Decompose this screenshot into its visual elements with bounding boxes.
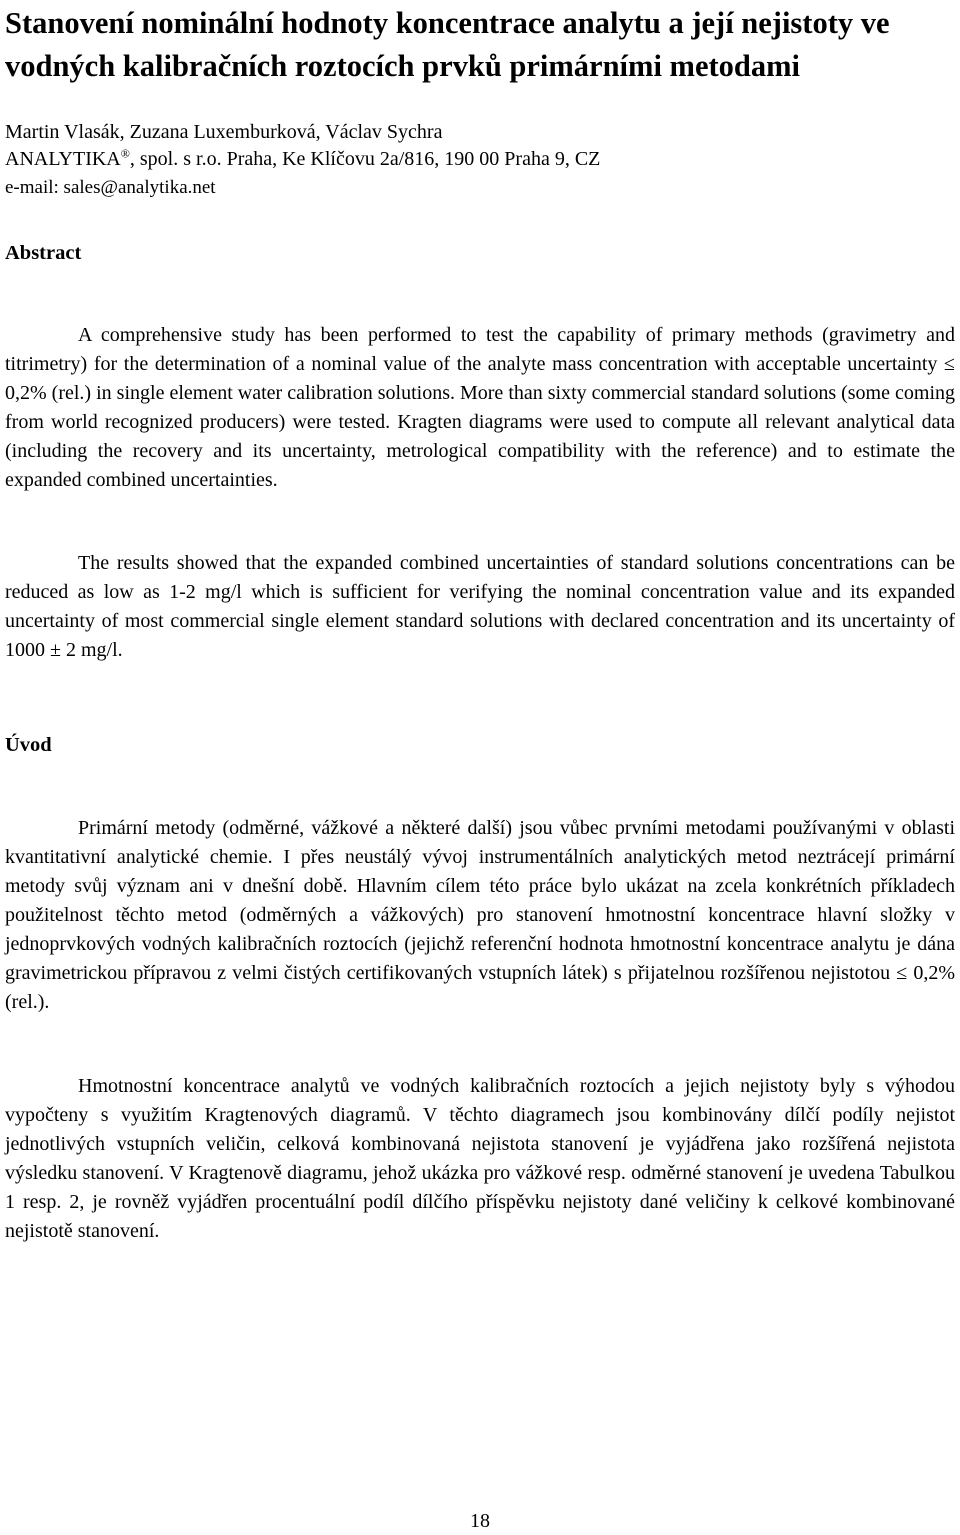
paper-page [5, 0, 955, 1246]
abstract-paragraph: The results showed that the expanded combined uncertainties of standard solutions concentrations can be reduced as low as 1-2 mg/l which is sufficient for verifying the nominal concentration value and its expanded uncertainty of most commercial single element standard solutions with declared concentration and its uncertainty of 1000 ± 2 mg/l. [5, 552, 955, 661]
affiliation-address: , spol. s r.o. Praha, Ke Klíčovu 2a/816, 190 00 Praha 9, CZ [129, 148, 601, 170]
abstract-heading: Abstract [5, 242, 82, 264]
registered-mark: ® [120, 146, 130, 161]
author-block [5, 119, 955, 202]
intro-paragraph: Primární metody (odměrné, vážkové a některé další) jsou vůbec prvními metodami používanými v oblasti kvantitativní analytické chemie. I přes neustálý vývoj instrumentálních analytických metod neztrácejí primární metody svůj význam ani v dnešní době. Hlavním cílem této práce bylo ukázat na zcela konkrétních příkladech použitelnost těchto metod (odměrných a vážkových) pro stanovení hmotnostní koncentrace hlavní složky v jednoprvkových vodných kalibračních roztocích (jejichž referenční hodnota hmotnostní koncentrace analytu je dána gravimetrickou přípravou z velmi čistých certifikovaných vstupních látek) s přijatelnou rozšířenou nejistotou ≤ 0,2% (rel.). [5, 817, 955, 1013]
intro-heading: Úvod [5, 734, 52, 756]
affiliation-name: ANALYTIKA [5, 148, 121, 170]
affiliation [5, 146, 955, 173]
abstract-paragraph: A comprehensive study has been performed to test the capability of primary methods (gravimetry and titrimetry) for the determination of a nominal value of the analyte mass concentration with acceptable uncertainty ≤ 0,2% (rel.) in single element water calibration solutions. More than sixty commercial standard solutions (some coming from world recognized producers) were tested. Kragten diagrams were used to compute all relevant analytical data (including the recovery and its uncertainty, metrological compatibility with the reference) and to estimate the expanded combined uncertainties. [5, 324, 955, 491]
paper-title: Stanovení nominální hodnoty koncentrace analytu a její nejistoty ve vodných kalibračních roztocích prvků primárními metodami [5, 6, 890, 83]
author-names: Martin Vlasák, Zuzana Luxemburková, Václav Sychra [5, 121, 443, 143]
page-number: 18 [470, 1510, 490, 1532]
author-email: e-mail: sales@analytika.net [5, 177, 216, 198]
intro-paragraph: Hmotnostní koncentrace analytů ve vodných kalibračních roztocích a jejich nejistoty byly s výhodou vypočteny s využitím Kragtenových diagramů. V těchto diagramech jsou kombinovány dílčí podíly nejistot jednotlivých vstupních veličin, celková kombinovaná nejistota stanovení je vyjádřena jako rozšířená nejistota výsledku stanovení. V Kragtenově diagramu, jehož ukázka pro vážkové resp. odměrné stanovení je uvedena Tabulkou 1 resp. 2, je rovněž vyjádřen procentuální podíl dílčího příspěvku nejistoty dané veličiny k celkové kombinované nejistotě stanovení. [5, 1075, 955, 1242]
